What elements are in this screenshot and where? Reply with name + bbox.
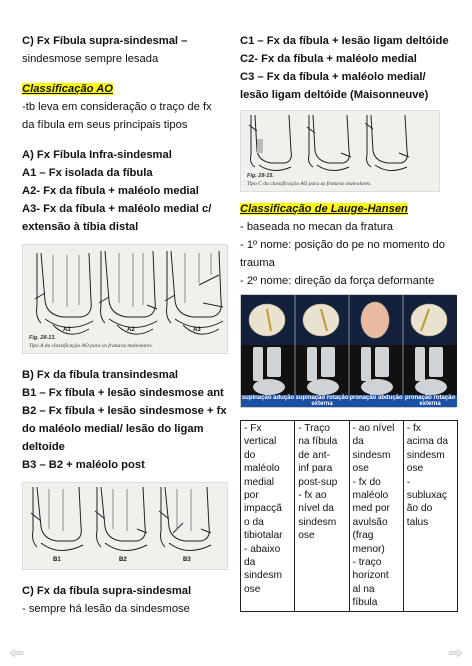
text-line: -tb leva em consideração o traço de fx — [22, 101, 212, 113]
text-line: - baseada no mecan da fratura — [240, 221, 393, 233]
text-line: da fíbula em seus principais tipos — [22, 119, 188, 131]
table-cell-line: da — [352, 436, 364, 448]
table-cell-line: por — [244, 490, 259, 502]
table-cell-line: al na — [352, 583, 375, 595]
text-line: C3 – Fx da fíbula + maléolo medial/ — [240, 71, 426, 83]
table-cell-line: - Traço — [298, 423, 330, 434]
text-line: C1 – Fx da fíbula + lesão ligam deltóide — [240, 35, 449, 47]
table-cell-line: impacçã — [244, 503, 282, 515]
figure-label-a3: A3 — [193, 327, 201, 333]
table-cell-line: - — [406, 476, 411, 488]
xray-label-supination-external-rotation: supinação rotação externa — [295, 395, 349, 407]
text-line: C2- Fx da fíbula + maléolo medial — [240, 53, 417, 65]
table-cell-line: talus — [406, 516, 429, 528]
subsection-heading-c: C) Fx da fíbula supra-sindesmal — [22, 585, 192, 597]
figure-ao-type-c — [240, 110, 440, 192]
figure-label-b3: B3 — [183, 557, 191, 563]
figure-number: Fig. 28-15. — [247, 173, 274, 179]
table-cell-line: do — [244, 449, 256, 461]
table-cell-line: ose — [244, 583, 261, 595]
next-page-arrow-icon[interactable] — [448, 648, 464, 658]
table-cell-line: vertical — [244, 436, 277, 448]
table-cell-line: horizont — [352, 570, 389, 582]
figure-number: Fig. 28-13. — [29, 335, 56, 341]
table-cell-line: sindesm — [352, 449, 391, 461]
figure-caption: Tipo A da classificação AO para as fraturas maleolares. — [29, 343, 154, 349]
table-cell-line: acima da — [406, 436, 449, 448]
text-line: lesão ligam deltóide (Maisonneuve) — [240, 89, 429, 101]
table-cell-line: - abaixo — [244, 543, 281, 555]
table-row — [241, 421, 458, 612]
table-cell-line: avulsão — [352, 516, 388, 528]
table-cell-line: sindesm — [244, 570, 282, 582]
text-line: C) Fx Fíbula supra-sindesmal – — [22, 35, 188, 47]
table-cell-line: nível da — [298, 503, 334, 515]
table-cell-line: na fíbula — [298, 436, 338, 448]
figure-label-b1: B1 — [53, 557, 61, 563]
text-line: A1 – Fx isolada da fíbula — [22, 167, 153, 179]
figure-ao-type-b — [22, 482, 228, 570]
table-cell-line: med por — [352, 503, 390, 515]
subsection-heading-b: B) Fx da fíbula transindesmal — [22, 369, 179, 381]
lauge-hansen-table — [240, 420, 458, 612]
table-cell-line: inf para — [298, 463, 333, 475]
text-line: sindesmose sempre lesada — [22, 53, 159, 65]
table-cell-line: (frag — [352, 530, 374, 542]
subsection-heading-a: A) Fx Fíbula Infra-sindesmal — [22, 149, 172, 161]
table-cell-supination-adduction — [241, 421, 295, 612]
table-cell-supination-external-rotation — [295, 421, 349, 612]
table-cell-line: menor) — [352, 543, 385, 555]
figure-caption: Tipo C da classificação AO para as fraturas maleolares. — [247, 181, 372, 187]
text-line: - sempre há lesão da sindesmose — [22, 603, 190, 615]
table-cell-line: o da — [244, 516, 264, 528]
table-cell-line: - ao nível — [352, 423, 395, 434]
table-cell-line: maléolo — [244, 463, 280, 475]
table-cell-line: medial — [244, 476, 275, 488]
left-column — [22, 32, 234, 618]
lauge-hansen-image-panel — [240, 294, 456, 408]
text-line: B1 – Fx fíbula + lesão sindesmose ant — [22, 387, 224, 399]
table-cell-line: - Fx — [244, 423, 262, 434]
text-line: trauma — [240, 257, 275, 269]
table-cell-pronation-abduction — [349, 421, 403, 612]
figure-ao-type-a — [22, 244, 228, 354]
figure-label-a1: A1 — [63, 327, 71, 333]
table-cell-line: fíbula — [352, 597, 378, 609]
right-column — [240, 32, 462, 408]
table-cell-line: ão do — [406, 503, 433, 515]
section-heading-lauge-hansen: Classificação de Lauge-Hansen — [240, 203, 408, 215]
previous-page-arrow-icon[interactable] — [8, 648, 24, 658]
table-cell-line: da — [244, 557, 256, 569]
figure-label-b2: B2 — [119, 557, 127, 563]
table-cell-line: tibiotalar — [244, 530, 283, 542]
xray-label-pronation-external-rotation: pronação rotação externa — [404, 395, 456, 407]
table-cell-line: ose — [298, 530, 315, 542]
table-cell-line: - fx ao — [298, 490, 327, 502]
text-line: A2- Fx da fíbula + maléolo medial — [22, 185, 199, 197]
text-line: B2 – Fx fíbula + lesão sindesmose + fx — [22, 405, 227, 417]
table-cell-line: maléolo — [352, 490, 389, 502]
table-cell-line: post-sup — [298, 476, 338, 488]
text-line: extensão à tíbia distal — [22, 221, 139, 233]
table-cell-line: de ant- — [298, 449, 330, 461]
xray-label-supination-adduction: supinação adução — [241, 395, 295, 407]
section-heading-ao: Classificação AO — [22, 83, 113, 95]
text-line: deltoide — [22, 441, 65, 453]
table-cell-line: subluxaç — [406, 490, 447, 502]
text-line: - 1º nome: posição do pe no momento do — [240, 239, 445, 251]
table-cell-line: ose — [352, 463, 369, 475]
table-cell-line: - fx do — [352, 476, 381, 488]
text-line: do maléolo medial/ lesão do ligam — [22, 423, 204, 435]
table-cell-line: ose — [406, 463, 424, 475]
table-cell-line: sindesm — [406, 449, 445, 461]
table-cell-line: - fx — [406, 423, 421, 434]
table-cell-pronation-external-rotation — [403, 421, 457, 612]
table-cell-line: - traço — [352, 557, 382, 569]
xray-label-pronation-abduction: pronação abdução — [349, 395, 403, 407]
figure-label-a2: A2 — [127, 327, 135, 333]
text-line: - 2º nome: direção da força deformante — [240, 275, 435, 287]
table-cell-line: sindesm — [298, 516, 337, 528]
text-line: A3- Fx da fíbula + maléolo medial c/ — [22, 203, 212, 215]
text-line: B3 – B2 + maléolo post — [22, 459, 145, 471]
